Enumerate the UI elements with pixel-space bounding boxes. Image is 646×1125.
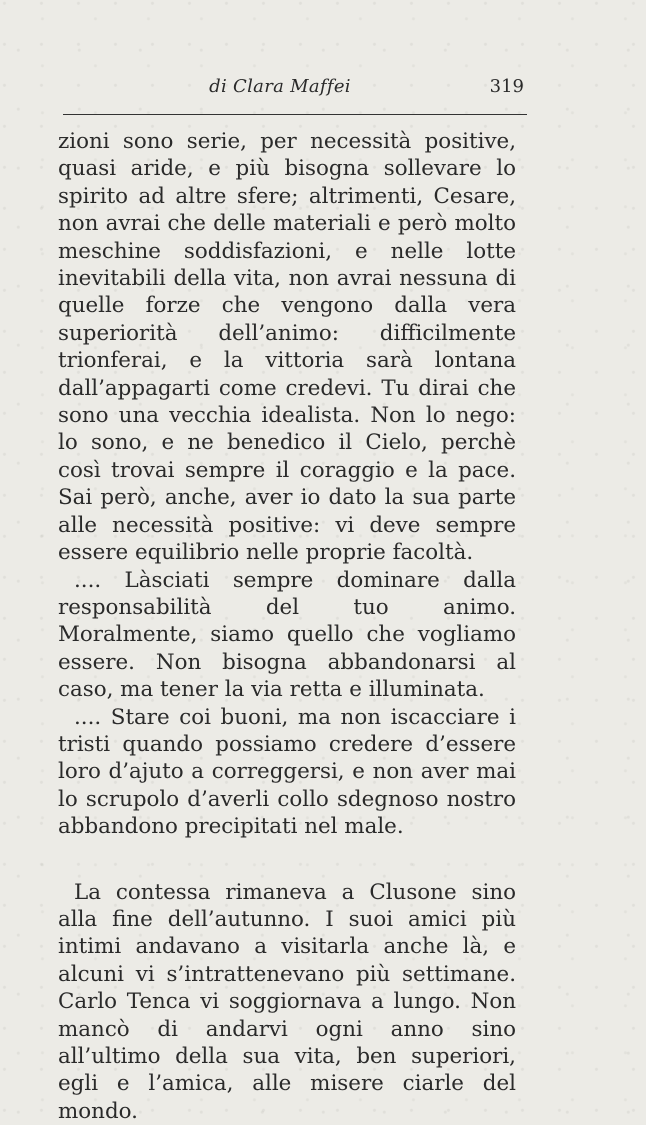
page-body: [58, 128, 516, 1125]
paragraph-narrative: La contessa rimaneva a Clusone sino alla fine dell’autunno. I suoi amici più intimi andavano a visitarla anche là, e alcuni vi s’intrattenevano più settimane. Carlo Tenca vi soggiornava a lungo. Non mancò di andarvi ogni anno sino all’ultimo della sua vita, ben superiori, egli e l’amica, alle misere ciarle del mondo.: [58, 879, 516, 1124]
page-header: [60, 76, 530, 102]
paragraph-letter-excerpt-1: .... Làsciati sempre dominare dalla responsabilità del tuo animo. Moralmente, siamo quello che vogliamo essere. Non bisogna abbandonarsi al caso, ma tener la via retta e illuminata.: [58, 567, 516, 703]
header-rule: [63, 114, 527, 115]
running-title: di Clara Maffei: [209, 76, 351, 97]
paragraph-letter-continuation: zioni sono serie, per necessità positive, quasi aride, e più bisogna sollevare lo spirito ad altre sfere; altrimenti, Cesare, non avrai che delle materiali e però molto meschine soddisfazioni, e nelle lotte inevitabili della vita, non avrai nessuna di quelle forze che vengono dalla vera superiorità dell’animo: difficilmente trionferai, e la vittoria sarà lontana dall’appagarti come credevi. Tu dirai che sono una vecchia idealista. Non lo nego: lo sono, e ne benedico il Cielo, perchè così trovai sempre il coraggio e la pace. Sai però, anche, aver io dato la sua parte alle necessità positive: vi deve sempre essere equilibrio nelle proprie facoltà.: [58, 129, 516, 566]
paragraph-letter-excerpt-2: .... Stare coi buoni, ma non iscacciare i tristi quando possiamo credere d’essere loro d’ajuto a correggersi, e non aver mai lo scrupolo d’averli collo sdegnoso nostro abbandono precipitati nel male.: [58, 704, 516, 840]
page-number: 319: [489, 76, 524, 97]
